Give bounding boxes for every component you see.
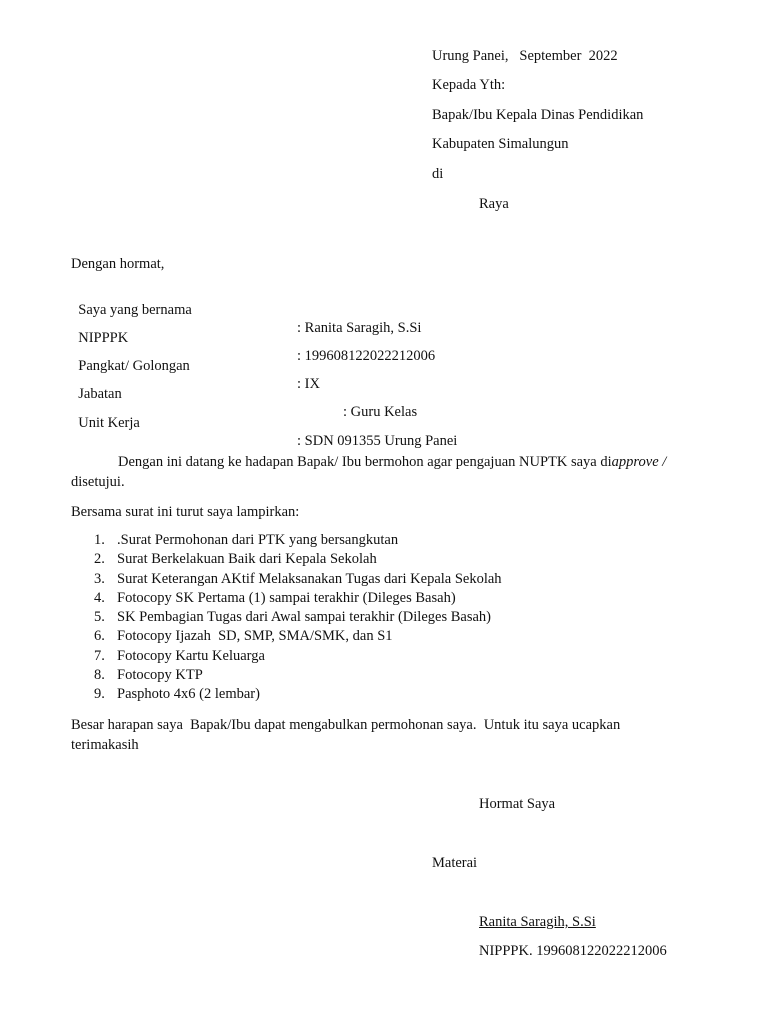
identity-value: : SDN 091355 Urung Panei [297, 432, 458, 449]
list-item-text: .Surat Permohonan dari PTK yang bersangkutan [117, 532, 399, 548]
list-item: 1. .Surat Permohonan dari PTK yang bersangkutan [94, 532, 399, 548]
body-paragraph-line-2: disetujui. [71, 474, 125, 490]
identity-value: : Ranita Saragih, S.Si [297, 319, 422, 336]
identity-value: : IX [297, 375, 320, 392]
identity-value: : 199608122022212006 [297, 347, 436, 364]
identity-label: Unit Kerja [78, 415, 140, 432]
body-paragraph-line-1 [118, 454, 666, 471]
signatory-name: Ranita Saragih, S.Si [479, 914, 596, 930]
list-item: 9. Pasphoto 4x6 (2 lembar) [94, 686, 260, 703]
identity-value: : Guru Kelas [343, 403, 418, 420]
list-item: 5. SK Pembagian Tugas dari Awal sampai terakhir (Dileges Basah) [94, 609, 491, 626]
identity-label: Saya yang bernama [78, 302, 192, 319]
list-item: 8. Fotocopy KTP [94, 667, 203, 684]
signatory-nip: NIPPPK. 199608122022212006 [479, 943, 667, 959]
attachments-intro: Bersama surat ini turut saya lampirkan: [71, 504, 300, 520]
attachments-list [71, 532, 502, 706]
list-item: 4. Fotocopy SK Pertama (1) sampai terakhir (Dileges Basah) [94, 589, 456, 606]
list-item-text: Fotocopy Kartu Keluarga [117, 647, 265, 664]
list-item-text: Surat Berkelakuan Baik dari Kepala Sekolah [117, 551, 377, 568]
list-item-text: Fotocopy SK Pertama (1) sampai terakhir (Dileges Basah) [117, 589, 456, 606]
recipient-line-1: Bapak/Ibu Kepala Dinas Pendidikan [432, 107, 644, 123]
list-item: 7. Fotocopy Kartu Keluarga [94, 647, 265, 664]
place-date: Urung Panei, September 2022 [432, 48, 618, 64]
recipient-line-2: Kabupaten Simalungun [432, 136, 569, 152]
recipient-location: Raya [479, 196, 509, 212]
list-item-text: SK Pembagian Tugas dari Awal sampai terakhir (Dileges Basah) [117, 609, 491, 626]
list-item: 6. Fotocopy Ijazah SD, SMP, SMA/SMK, dan S1 [94, 628, 393, 645]
salutation: Dengan hormat, [71, 256, 165, 272]
identity-label: NIPPPK [78, 330, 129, 347]
identity-label: Pangkat/ Golongan [78, 358, 190, 375]
list-item: 2. Surat Berkelakuan Baik dari Kepala Sekolah [94, 551, 377, 568]
list-item-text: Pasphoto 4x6 (2 lembar) [117, 686, 260, 703]
materai-label: Materai [432, 855, 478, 871]
kepada-yth: Kepada Yth: [432, 77, 506, 93]
list-item: 3. Surat Keterangan AKtif Melaksanakan Tugas dari Kepala Sekolah [94, 570, 502, 587]
identity-label: Jabatan [78, 386, 122, 403]
closing-line-1: Besar harapan saya Bapak/Ibu dapat mengabulkan permohonan saya. Untuk itu saya ucapkan [71, 717, 621, 733]
list-item-text: Fotocopy Ijazah SD, SMP, SMA/SMK, dan S1 [117, 628, 393, 645]
list-item-text: Surat Keterangan AKtif Melaksanakan Tugas dari Kepala Sekolah [117, 570, 502, 587]
body-paragraph-text: Dengan ini datang ke hadapan Bapak/ Ibu bermohon agar pengajuan NUPTK saya di [118, 454, 612, 470]
closing-line-2: terimakasih [71, 737, 139, 753]
list-item-text: Fotocopy KTP [117, 667, 203, 684]
body-paragraph-italic: approve / [611, 454, 667, 470]
hormat-saya: Hormat Saya [479, 796, 556, 812]
di-label: di [432, 166, 444, 182]
